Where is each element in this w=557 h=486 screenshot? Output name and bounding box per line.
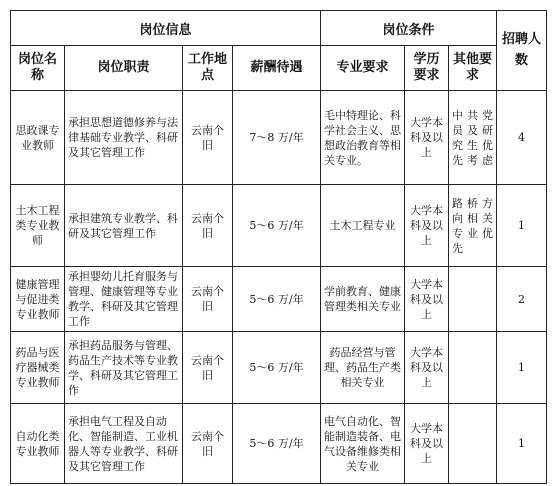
cell-duty: 承担建筑专业教学、科研及其它管理工作 [65, 185, 183, 267]
cell-salary: 7～8 万/年 [233, 91, 321, 185]
table-row [11, 91, 547, 185]
cell-education: 大学本科及以上 [405, 332, 449, 404]
column-header-major: 专业要求 [321, 46, 405, 91]
cell-other: 中共党员及研究生优先考虑 [449, 91, 497, 185]
cell-location: 云南个旧 [183, 91, 233, 185]
cell-other [449, 404, 497, 484]
cell-major: 土木工程专业 [321, 185, 405, 267]
cell-education: 大学本科及以上 [405, 404, 449, 484]
cell-major: 药品经营与管理、药品生产类相关专业 [321, 332, 405, 404]
cell-other [449, 267, 497, 332]
column-header-salary: 薪酬待遇 [233, 46, 321, 91]
cell-education: 大学本科及以上 [405, 91, 449, 185]
cell-name: 思政课专业教师 [11, 91, 65, 185]
cell-major: 学前教育、健康管理类相关专业 [321, 267, 405, 332]
column-header-row [11, 46, 547, 91]
cell-name: 土木工程类专业教师 [11, 185, 65, 267]
table-row [11, 185, 547, 267]
cell-duty: 承担思想道德修养与法律基础专业教学、科研及其它管理工作 [65, 91, 183, 185]
cell-salary: 5～6 万/年 [233, 185, 321, 267]
cell-major: 电气自动化、智能制造装备、电气设备维修类相关专业 [321, 404, 405, 484]
cell-major: 毛中特理论、科学社会主义、思想政治教育等相关专业。 [321, 91, 405, 185]
cell-duty: 承担婴幼儿托育服务与管理、健康管理等专业教学、科研及其它管理工作 [65, 267, 183, 332]
column-header-duty: 岗位职责 [65, 46, 183, 91]
cell-other [449, 332, 497, 404]
column-header-location: 工作地点 [183, 46, 233, 91]
recruitment-table-wrapper [10, 10, 547, 484]
cell-other: 路桥方向相关专业优先 [449, 185, 497, 267]
cell-location: 云南个旧 [183, 404, 233, 484]
cell-salary: 5～6 万/年 [233, 332, 321, 404]
group-header-position-conditions: 岗位条件 [321, 11, 497, 46]
recruitment-table [10, 10, 547, 484]
group-header-position-info: 岗位信息 [11, 11, 321, 46]
column-header-education: 学历要求 [405, 46, 449, 91]
table-row [11, 404, 547, 484]
cell-name: 药品与医疗器械类专业教师 [11, 332, 65, 404]
cell-education: 大学本科及以上 [405, 267, 449, 332]
column-header-name: 岗位名称 [11, 46, 65, 91]
column-header-other: 其他要求 [449, 46, 497, 91]
cell-location: 云南个旧 [183, 332, 233, 404]
cell-salary: 5～6 万/年 [233, 404, 321, 484]
cell-salary: 5～6 万/年 [233, 267, 321, 332]
cell-name: 自动化类专业教师 [11, 404, 65, 484]
cell-count: 1 [497, 185, 547, 267]
table-row [11, 267, 547, 332]
cell-education: 大学本科及以上 [405, 185, 449, 267]
cell-duty: 承担药品服务与管理、药品生产技术等专业教学、科研及其它管理工作 [65, 332, 183, 404]
group-header-row [11, 11, 547, 46]
cell-count: 1 [497, 332, 547, 404]
cell-count: 2 [497, 267, 547, 332]
cell-count: 1 [497, 404, 547, 484]
table-row [11, 332, 547, 404]
cell-count: 4 [497, 91, 547, 185]
column-header-recruit-count: 招聘人数 [497, 11, 547, 91]
cell-location: 云南个旧 [183, 267, 233, 332]
cell-location: 云南个旧 [183, 185, 233, 267]
cell-duty: 承担电气工程及自动化、智能制造、工业机器人等专业教学、科研及其它管理工作 [65, 404, 183, 484]
cell-name: 健康管理与促进类专业教师 [11, 267, 65, 332]
